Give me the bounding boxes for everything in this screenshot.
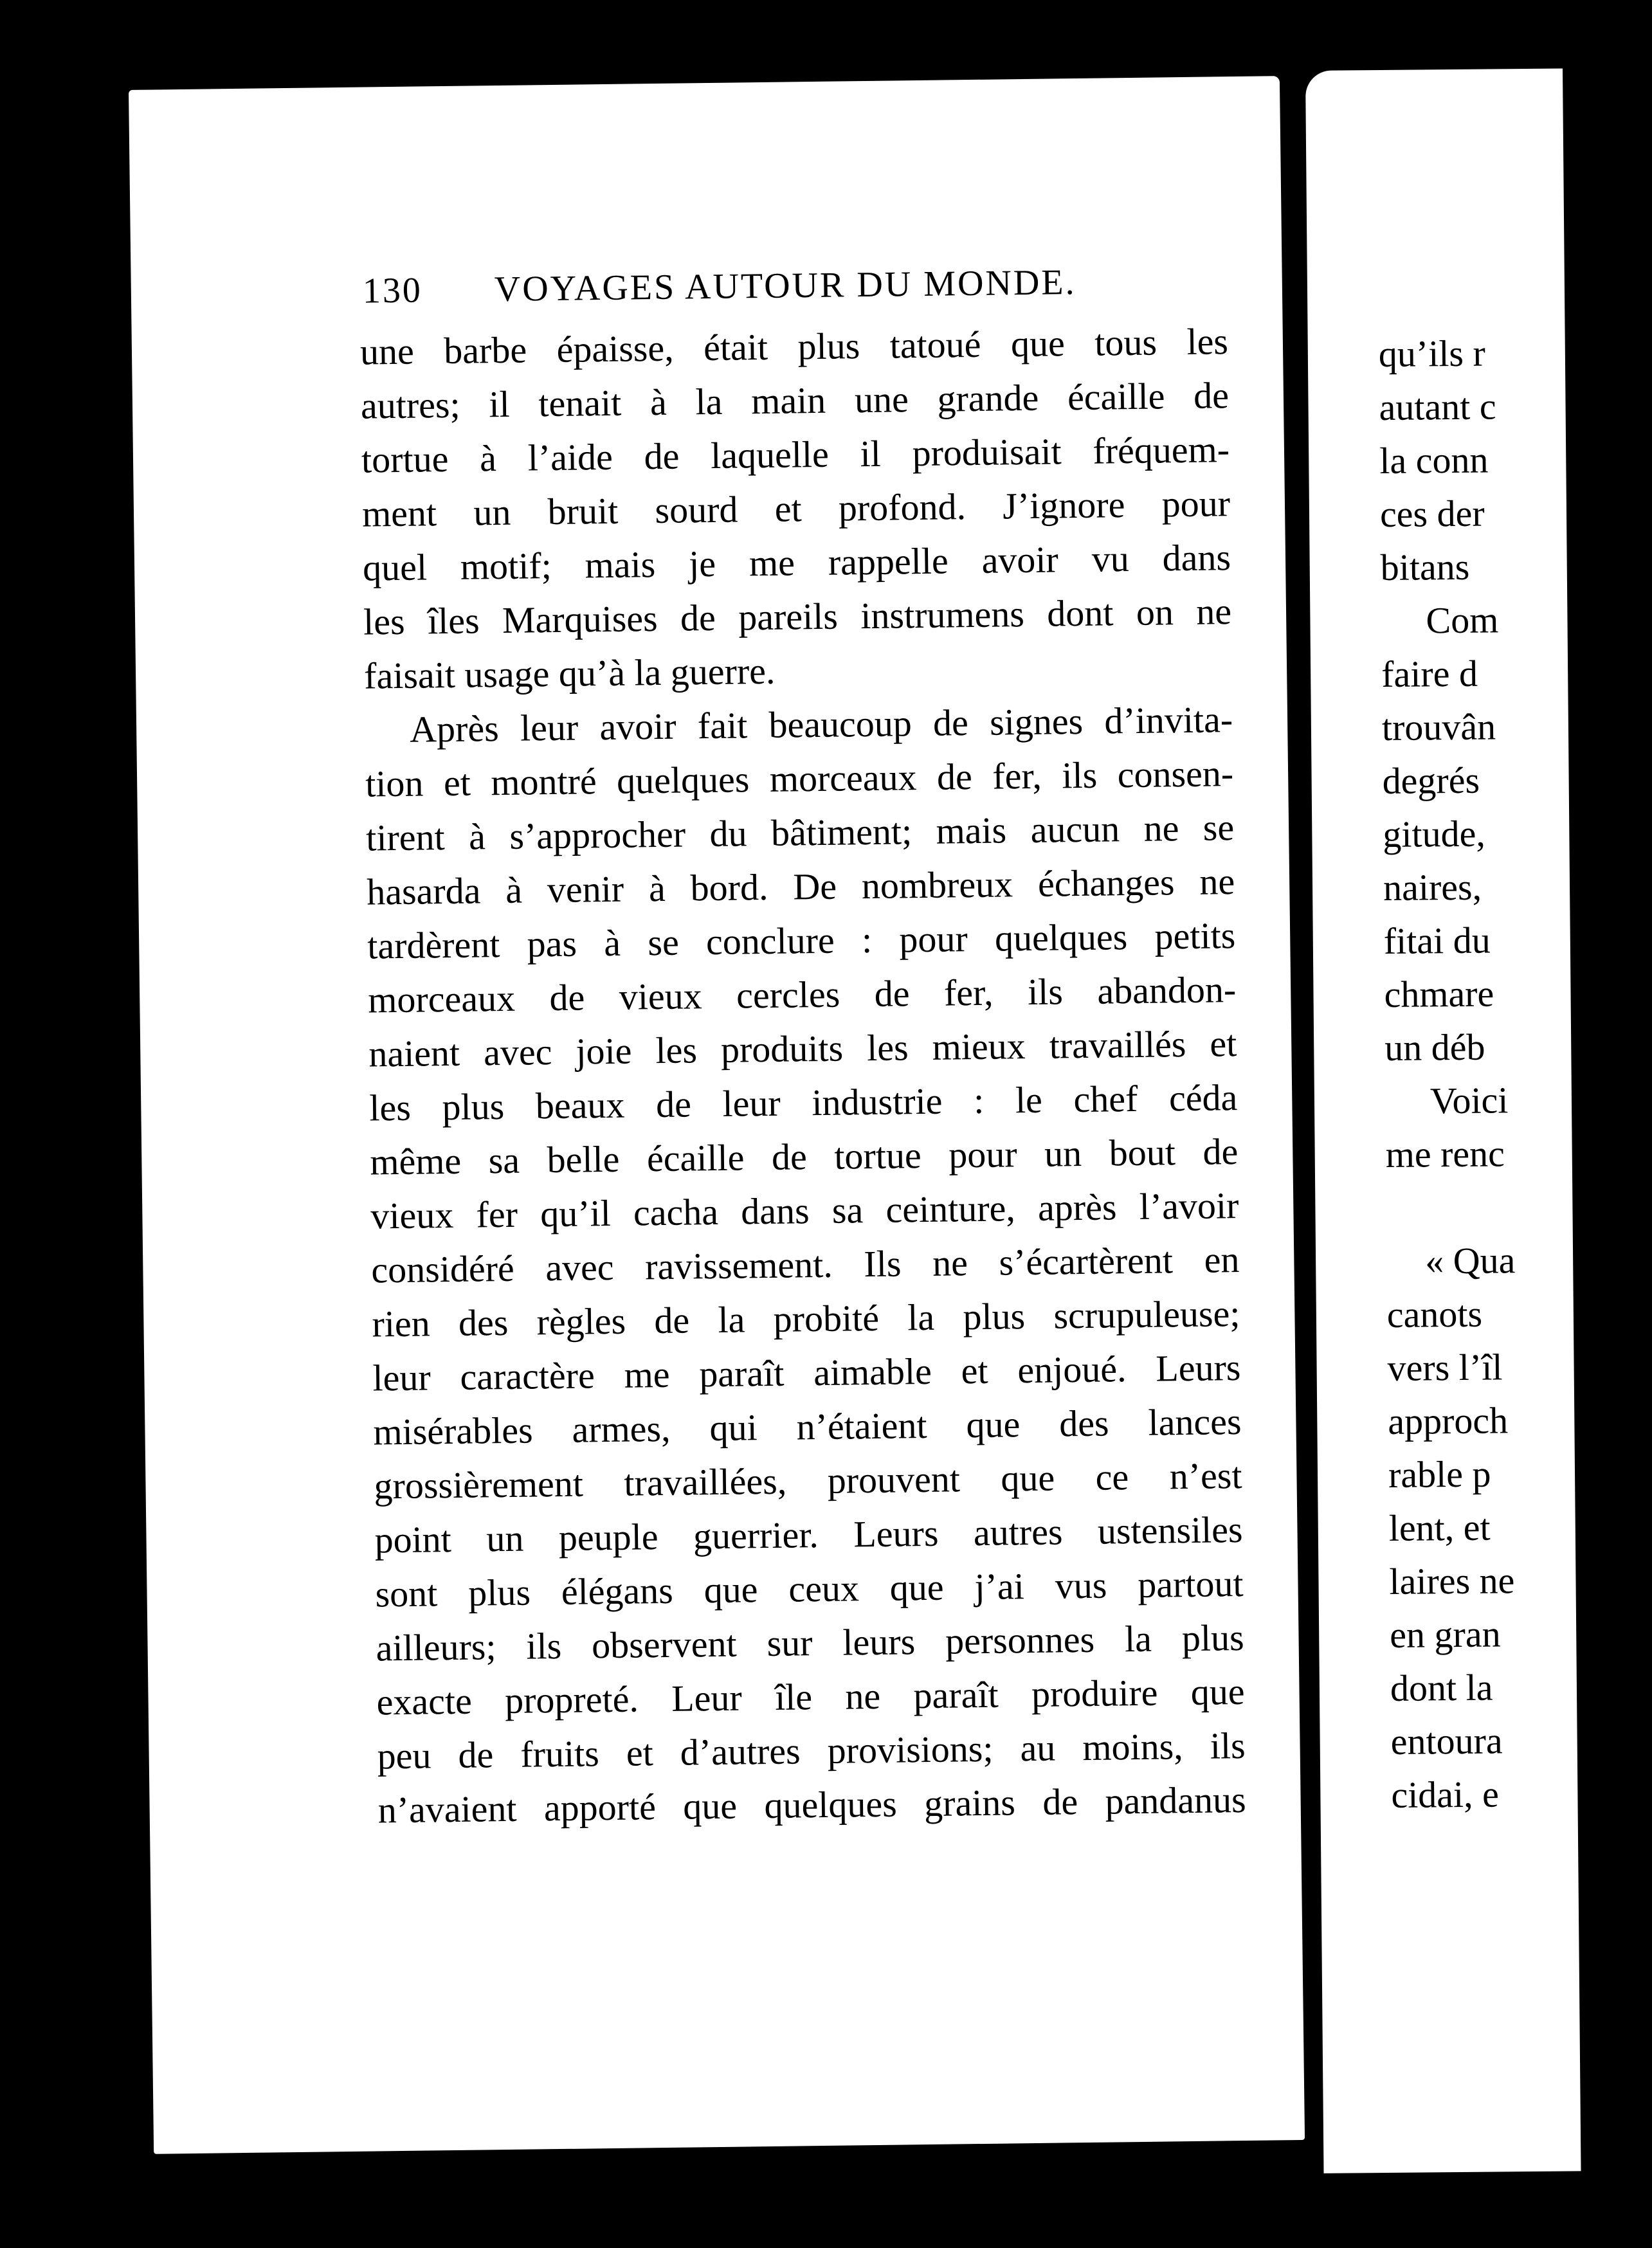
text-line: grossièrement travaillées, prouvent que ce n’est <box>374 1455 1242 1507</box>
running-title: VOYAGES AUTOUR DU MONDE. <box>494 262 1076 310</box>
partial-text-line: me renc <box>1385 1132 1505 1175</box>
text-line: même sa belle écaille de tortue pour un bout de <box>369 1130 1239 1183</box>
text-line: autres; il tenait à la main une grande écaille de <box>360 374 1230 427</box>
partial-text-line <box>1386 1179 1644 1234</box>
partial-text-line: qu’ils r <box>1378 332 1486 376</box>
text-line: les plus beaux de leur industrie : le chef céda <box>368 1076 1238 1129</box>
partial-text-line: autant c <box>1379 385 1496 429</box>
text-line: quel motif; mais je me rappelle avoir vu dans <box>362 536 1231 589</box>
text-line: rien des règles de la probité la plus scrupuleuse; <box>372 1292 1240 1345</box>
text-line: tirent à s’approcher du bâtiment; mais aucun ne se <box>365 806 1235 859</box>
text-line: vieux fer qu’il cacha dans sa ceinture, après l’avoir <box>370 1184 1239 1237</box>
partial-text-line: approch <box>1388 1399 1509 1442</box>
page-header <box>362 260 1199 322</box>
text-line: ment un bruit sourd et profond. J’ignore pour <box>361 482 1231 535</box>
partial-text-line: laires ne <box>1389 1559 1515 1602</box>
partial-text-line: Voici <box>1430 1079 1509 1122</box>
partial-text-line: vers l’îl <box>1387 1346 1503 1389</box>
partial-text-line: naires, <box>1383 866 1482 909</box>
partial-text-line: « Qua <box>1424 1239 1516 1282</box>
text-line: naient avec joie les produits les mieux travaillés et <box>368 1022 1237 1075</box>
left-page <box>129 76 1305 2154</box>
text-line: point un peuple guerrier. Leurs autres ustensiles <box>374 1509 1243 1561</box>
partial-text-line: entoura <box>1390 1719 1503 1763</box>
text-line: les îles Marquises de pareils instrumens dont on ne <box>363 590 1232 643</box>
partial-text-line: faire d <box>1381 652 1478 696</box>
partial-text-line: chmare <box>1384 972 1494 1015</box>
partial-text-line: ces der <box>1379 492 1485 536</box>
partial-text-line: bitans <box>1380 545 1470 589</box>
text-line: n’avaient apporté que quelques grains de pandanus <box>377 1778 1247 1831</box>
right-body-text <box>1378 325 1648 1822</box>
text-line: morceaux de vieux cercles de fer, ils abandon- <box>367 968 1237 1021</box>
text-line: leur caractère me paraît aimable et enjoué. Leurs <box>372 1346 1241 1399</box>
partial-text-line: un déb <box>1384 1026 1485 1069</box>
partial-text-line: canots <box>1386 1292 1483 1336</box>
partial-text-line: degrés <box>1382 759 1480 802</box>
text-line: tortue à l’aide de laquelle il produisait fréquem- <box>361 428 1230 481</box>
partial-text-line: gitude, <box>1383 812 1486 855</box>
right-page-partial <box>1305 69 1581 2173</box>
text-line: considéré avec ravissement. Ils ne s’écartèrent en <box>371 1238 1240 1291</box>
text-line: sont plus élégans que ceux que j’ai vus partout <box>375 1562 1244 1615</box>
partial-text-line: en gran <box>1389 1613 1501 1656</box>
text-line: misérables armes, qui n’étaient que des lances <box>373 1400 1242 1453</box>
text-line: peu de fruits et d’autres provisions; au moins, ils <box>377 1724 1246 1777</box>
partial-text-line: rable p <box>1388 1453 1491 1496</box>
body-text <box>359 314 1246 1837</box>
text-line: hasarda à venir à bord. De nombreux échanges ne <box>366 860 1235 913</box>
text-line: ailleurs; ils observent sur leurs personnes la plus <box>376 1616 1244 1669</box>
text-line: tardèrent pas à se conclure : pour quelques petits <box>367 914 1236 967</box>
page-number: 130 <box>362 270 423 311</box>
text-line: exacte propreté. Leur île ne paraît produire que <box>376 1670 1245 1723</box>
text-line: Après leur avoir fait beaucoup de signes d’invita- <box>409 698 1233 750</box>
partial-text-line: fitai du <box>1383 919 1491 962</box>
partial-text-line: trouvân <box>1381 705 1496 748</box>
partial-text-line: dont la <box>1390 1666 1493 1709</box>
text-line: une barbe épaisse, était plus tatoué que tous les <box>359 320 1229 373</box>
partial-text-line: la conn <box>1379 439 1489 482</box>
text-line: faisait usage qu’à la guerre. <box>363 649 776 697</box>
text-line: tion et montré quelques morceaux de fer, ils consen- <box>365 752 1234 805</box>
partial-text-line: cidai, e <box>1391 1773 1500 1816</box>
partial-text-line: Com <box>1426 599 1499 642</box>
partial-text-line: lent, et <box>1388 1506 1491 1549</box>
